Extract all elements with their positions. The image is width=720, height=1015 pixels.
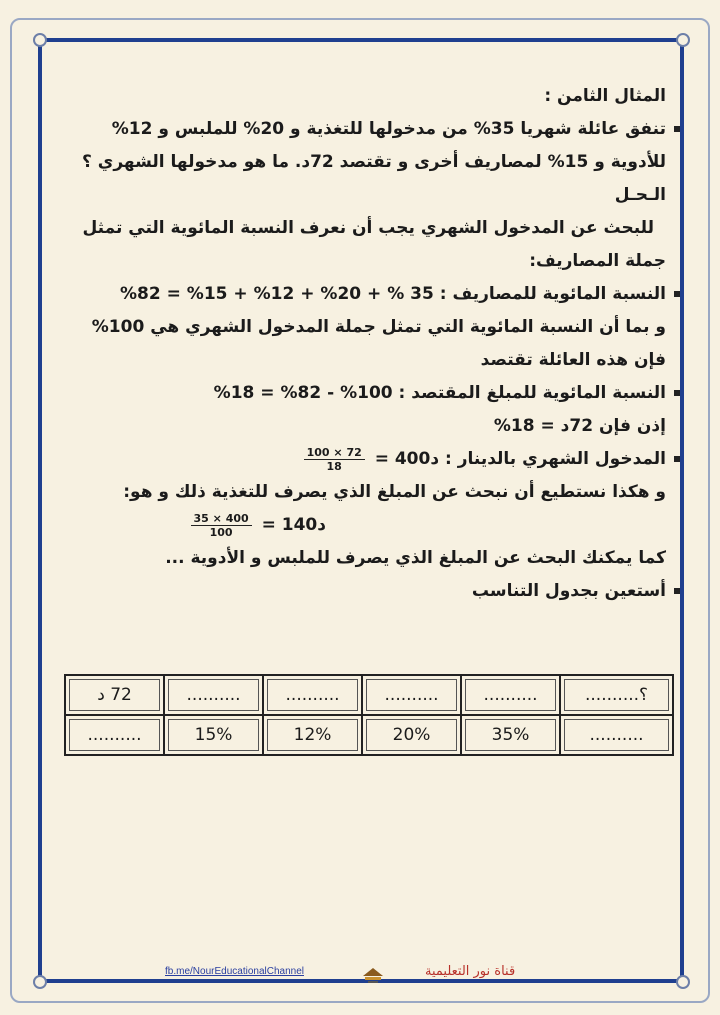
corner-ornament	[33, 975, 47, 989]
food-amount-intro: و هكذا نستطيع أن نبحث عن المبلغ الذي يصرف للتغذية ذلك و هو:	[123, 482, 666, 502]
fraction-numerator: 35 × 400	[191, 512, 252, 526]
solution-line-1: للبحث عن المدخول الشهري يجب أن نعرف النسبة المائوية التي تمثل	[82, 218, 654, 238]
example-content	[60, 80, 666, 608]
channel-name: قناة نور التعليمية	[425, 964, 516, 979]
table-row	[65, 675, 673, 715]
savings-percent-line: النسبة المائوية للمبلغ المقتصد : 100% - 82% = 18%	[60, 377, 666, 410]
table-cell: ..........	[366, 679, 457, 711]
fraction-denominator: 100	[209, 525, 233, 539]
savings-intro-line: فإن هذه العائلة تقتصد	[480, 350, 666, 370]
table-cell: ..........	[564, 719, 669, 751]
food-amount-line	[60, 509, 666, 542]
fraction	[304, 446, 365, 473]
problem-line-2: للأدوية و 15% لمصاريف أخرى و تقتصد 72د. ما هو مدخولها الشهري ؟	[81, 152, 666, 172]
corner-ornament	[676, 33, 690, 47]
monthly-income-line	[60, 443, 666, 476]
monthly-income-formula	[300, 443, 439, 476]
corner-ornament	[676, 975, 690, 989]
food-amount-formula	[187, 509, 326, 542]
monthly-income-label: المدخول الشهري بالدينار :	[445, 449, 666, 469]
proportion-table	[64, 674, 674, 756]
fraction	[191, 512, 252, 539]
fraction-denominator: 18	[326, 459, 342, 473]
total-income-line: و بما أن النسبة المائوية التي تمثل جملة المدخول الشهري هي 100%	[91, 317, 666, 337]
fraction-result: = 140د	[261, 515, 326, 535]
example-title: المثال الثامن :	[544, 86, 666, 106]
fraction-result: = 400د	[374, 449, 440, 469]
savings-amount-line: إذن فإن 72د = 18%	[493, 416, 666, 436]
clothing-medicine-line: كما يمكنك البحث عن المبلغ الذي يصرف للملبس و الأدوية ...	[165, 548, 666, 568]
table-cell: ..........	[465, 679, 556, 711]
table-cell: 72 د	[69, 679, 160, 711]
solution-line-2: جملة المصاريف:	[529, 251, 666, 271]
table-row	[65, 715, 673, 755]
table-cell: 12%	[267, 719, 358, 751]
facebook-link[interactable]: fb.me/NourEducationalChannel	[165, 966, 304, 977]
table-cell: ..........	[267, 679, 358, 711]
table-cell: ؟..........	[564, 679, 669, 711]
table-cell: 15%	[168, 719, 259, 751]
channel-logo-icon	[360, 960, 386, 986]
problem-line-1: تنفق عائلة شهريا 35% من مدخولها للتغذية و 20% للملبس و 12%	[60, 113, 666, 146]
table-cell: 20%	[366, 719, 457, 751]
proportion-table-heading: أستعين بجدول التناسب	[60, 575, 666, 608]
table-cell: ..........	[69, 719, 160, 751]
table-cell: 35%	[465, 719, 556, 751]
expenses-percent-line: النسبة المائوية للمصاريف : 35 % + 20% + 12% + 15% = 82%	[60, 278, 666, 311]
fraction-numerator: 100 × 72	[304, 446, 365, 460]
corner-ornament	[33, 33, 47, 47]
solution-heading: الـحـل	[614, 185, 666, 205]
table-cell: ..........	[168, 679, 259, 711]
